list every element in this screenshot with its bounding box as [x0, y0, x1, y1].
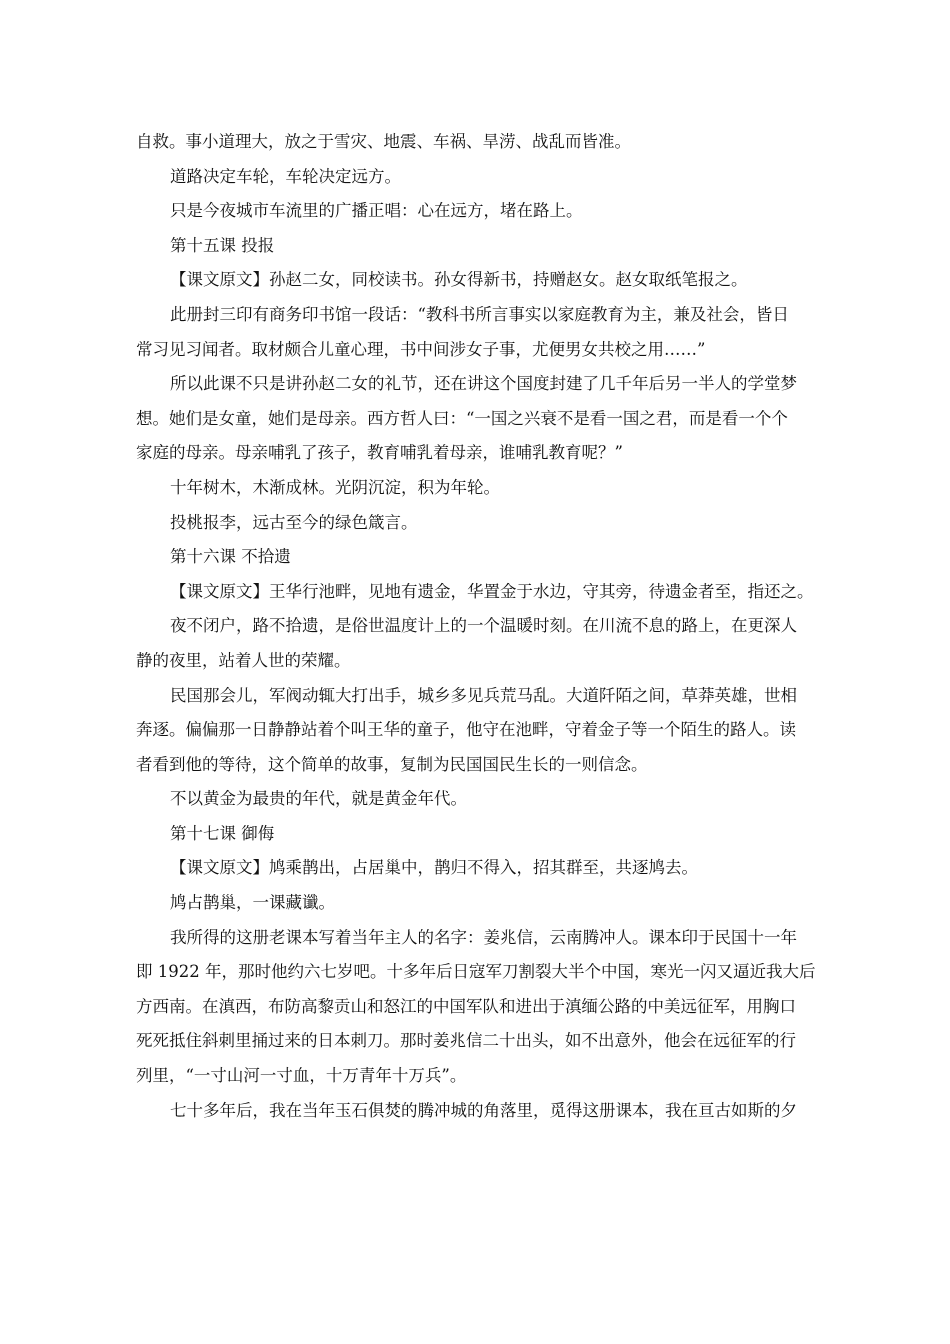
- text-line: 我所得的这册老课本写着当年主人的名字：姜兆信，云南腾冲人。课本印于民国十一年: [170, 927, 797, 947]
- text-line: 只是今夜城市车流里的广播正唱：心在远方，堵在路上。: [170, 201, 583, 221]
- text-line: 夜不闭户，路不拾遗，是俗世温度计上的一个温暖时刻。在川流不息的路上，在更深人: [170, 616, 797, 636]
- text-line: 家庭的母亲。母亲哺乳了孩子，教育哺乳着母亲，谁哺乳教育呢？”: [136, 443, 623, 463]
- text-line: 此册封三印有商务印书馆一段话：“教科书所言事实以家庭教育为主，兼及社会，皆日: [170, 304, 789, 324]
- text-line: 七十多年后，我在当年玉石俱焚的腾冲城的角落里，觅得这册课本，我在亘古如斯的夕: [170, 1100, 797, 1120]
- text-line: 【课文原文】鸠乘鹊出，占居巢中，鹊归不得入，招其群至，共逐鸠去。: [170, 858, 698, 878]
- text-line: 民国那会儿，军阀动辄大打出手，城乡多见兵荒马乱。大道阡陌之间，草莽英雄，世相: [170, 685, 797, 705]
- text-line: 第十五课 投报: [170, 235, 275, 255]
- text-line: 不以黄金为最贵的年代，就是黄金年代。: [170, 789, 467, 809]
- text-line: 第十七课 御侮: [170, 823, 275, 843]
- text-line: 所以此课不只是讲孙赵二女的礼节，还在讲这个国度封建了几千年后另一半人的学堂梦: [170, 374, 797, 394]
- text-line: 列里，“一寸山河一寸血，十万青年十万兵”。: [136, 1066, 467, 1086]
- text-line: 方西南。在滇西，布防高黎贡山和怒江的中国军队和进出于滇缅公路的中美远征军，用胸口: [136, 996, 796, 1016]
- text-line: 道路决定车轮，车轮决定远方。: [170, 166, 401, 186]
- text-line: 死死抵住斜刺里捅过来的日本刺刀。那时姜兆信二十出头，如不出意外，他会在远征军的行: [136, 1031, 796, 1051]
- text-line: 自救。事小道理大，放之于雪灾、地震、车祸、旱涝、战乱而皆准。: [136, 132, 631, 151]
- text-line: 者看到他的等待，这个简单的故事，复制为民国国民生长的一则信念。: [136, 754, 648, 774]
- text-line: 投桃报李，远古至今的绿色箴言。: [170, 512, 418, 532]
- text-line: 第十六课 不拾遗: [170, 547, 291, 567]
- text-line: 【课文原文】孙赵二女，同校读书。孙女得新书，持赠赵女。赵女取纸笔报之。: [170, 270, 748, 290]
- text-line: 十年树木，木渐成林。光阴沉淀，积为年轮。: [170, 477, 500, 497]
- text-line: 想。她们是女童，她们是母亲。西方哲人曰：“一国之兴衰不是看一国之君，而是看一个个: [136, 408, 788, 428]
- text-line: 【课文原文】王华行池畔，见地有遗金，华置金于水边，守其旁，待遗金者至，指还之。: [170, 581, 814, 601]
- text-line: 常习见习闻者。取材颇合儿童心理，书中间涉女子事，尤便男女共校之用……”: [136, 339, 706, 359]
- text-line: 即 1922 年，那时他约六七岁吧。十多年后日寇军刀割裂大半个中国，寒光一闪又逼近我大后: [136, 962, 816, 982]
- text-line: 静的夜里，站着人世的荣耀。: [136, 650, 351, 670]
- text-line: 鸠占鹊巢，一课藏谶。: [170, 893, 335, 913]
- text-line: 奔逐。偏偏那一日静静站着个叫王华的童子，他守在池畔，守着金子等一个陌生的路人。读: [136, 720, 796, 740]
